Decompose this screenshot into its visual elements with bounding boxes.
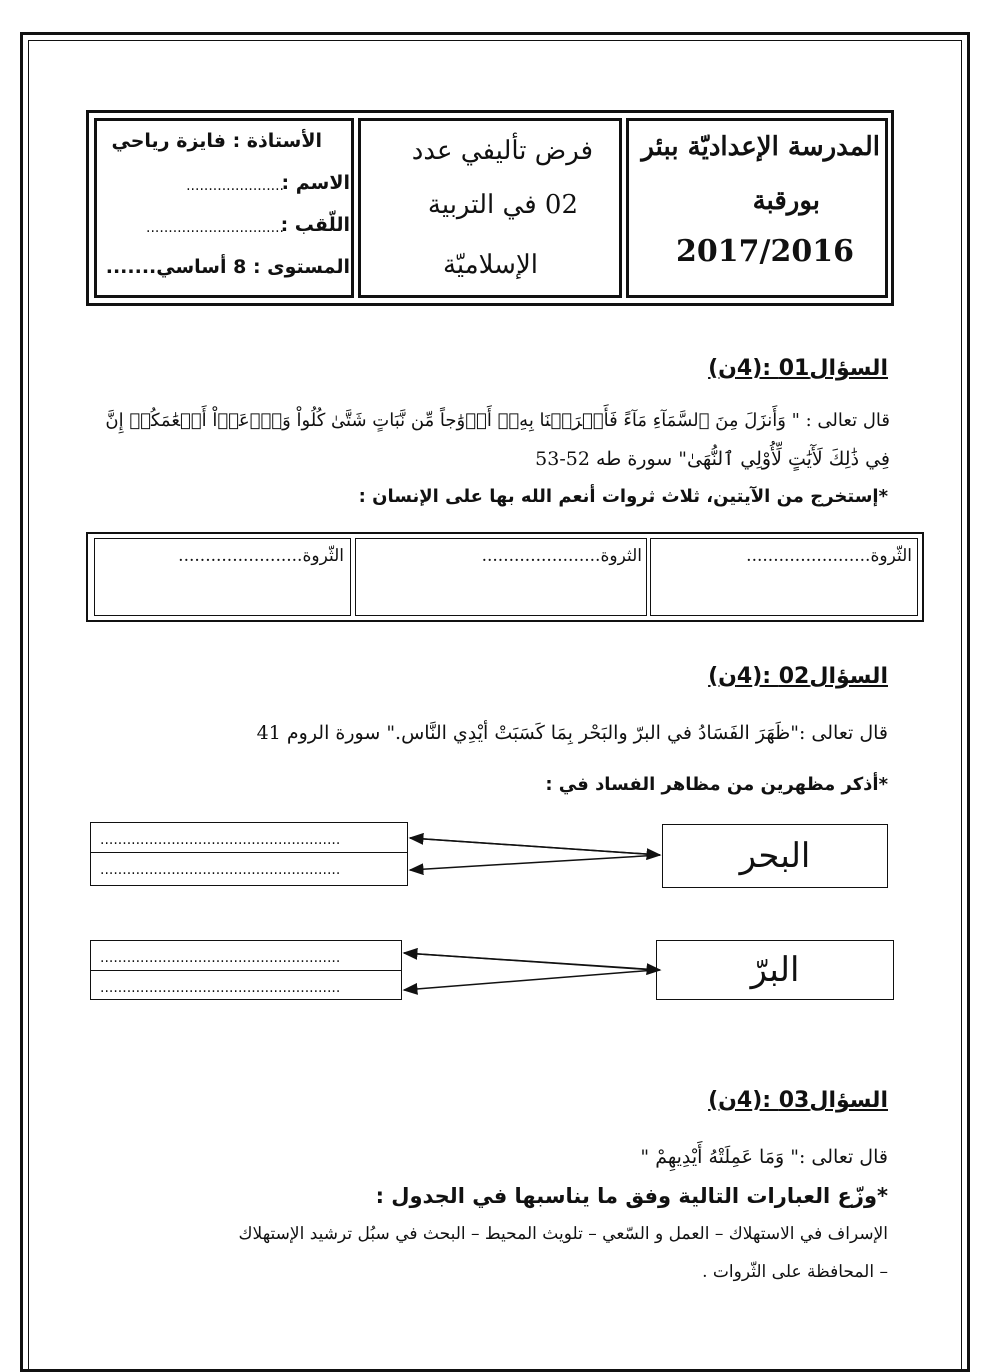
q2-verse: قال تعالى :"ظَهَرَ الفَسَادُ في البرّ والبَحْر بِمَا كَسَبَتْ أيْدِي النَّاس." سورة الروم 41 — [256, 722, 888, 744]
name-label: الاسم : — [281, 172, 350, 194]
land-answer-1[interactable]: ...................................................... — [100, 950, 341, 966]
q1-cell-3-text: الثّروة....................... — [178, 546, 344, 566]
q1-title: السؤال01 :(4ن) — [708, 356, 888, 381]
test-title: فرض تأليفي عدد — [411, 136, 593, 166]
level-label: المستوى : 8 أساسي....... — [105, 256, 350, 278]
test-subject: 02 في التربية — [427, 190, 578, 220]
q1-cell-1-text: الثّروة....................... — [746, 546, 912, 566]
surname-field[interactable]: ............................... — [146, 220, 284, 236]
teacher-name: الأستاذة : فايزة رياحي — [111, 130, 322, 152]
sea-box: البحر — [662, 824, 888, 888]
q3-items-line1: الإسراف في الاستهلاك – العمل و السّعي – تلويث المحيط – البحث في سبُل ترشيد الإستهلاك — [238, 1224, 888, 1244]
q2-instruction: *أذكر مظهرين من مظاهر الفساد في : — [545, 774, 888, 795]
q1-instruction: *إستخرج من الآيتين، ثلاث ثروات أنعم الله بها على الإنسان : — [358, 486, 888, 507]
school-town: بورقبة — [752, 186, 820, 216]
land-answer-2[interactable]: ...................................................... — [100, 980, 341, 996]
test-subject-2: الإسلاميّة — [442, 250, 538, 280]
q2-title: السؤال02 :(4ن) — [708, 664, 888, 689]
school-year: 2017/2016 — [676, 234, 854, 269]
surname-label: اللّقب : — [280, 214, 350, 236]
sea-arrow-2 — [410, 855, 660, 870]
q1-cell-2-text: الثروة...................... — [481, 546, 642, 566]
land-box: البرّ — [656, 940, 894, 1000]
sea-answer-1[interactable]: ...................................................... — [100, 832, 341, 848]
q3-title: السؤال03 :(4ن) — [708, 1088, 888, 1113]
school-name: المدرسة الإعداديّة ببئر — [641, 132, 880, 162]
q3-instruction: *وزّع العبارات التالية وفق ما يناسبها في الجدول : — [375, 1184, 888, 1208]
land-arrow-3 — [404, 953, 660, 970]
q3-items-line2: – المحافظة على الثّروات . — [702, 1262, 888, 1282]
q1-verse-line2: فِي ذَٰلِكَ لَأٓيَٰتٍ لِّأُوْلِي ٱلنُّهَىٰ" سورة طه 52-53 — [535, 448, 890, 470]
sea-answer-2[interactable]: ...................................................... — [100, 862, 341, 878]
q1-verse-line1: قال تعالى : " وَأَنزَلَ مِنَ ٱلسَّمَآءِ مَآءً فَأَخۡرَجۡنَا بِهِۦٓ أَزۡوَٰجاً مِّن نَّبَاتٍ شَتَّىٰ كُلُواْ وَٱرۡعَوۡاْ أَنۡعَٰمَكُمۡ إِنَّ — [105, 410, 890, 431]
sea-arrow-3 — [410, 838, 660, 855]
land-arrow-2 — [404, 970, 655, 990]
q3-verse: قال تعالى :" وَمَا عَمِلَتْهُ أَيْدِيهِمْ " — [640, 1146, 888, 1168]
name-field[interactable]: ...................... — [186, 178, 284, 194]
